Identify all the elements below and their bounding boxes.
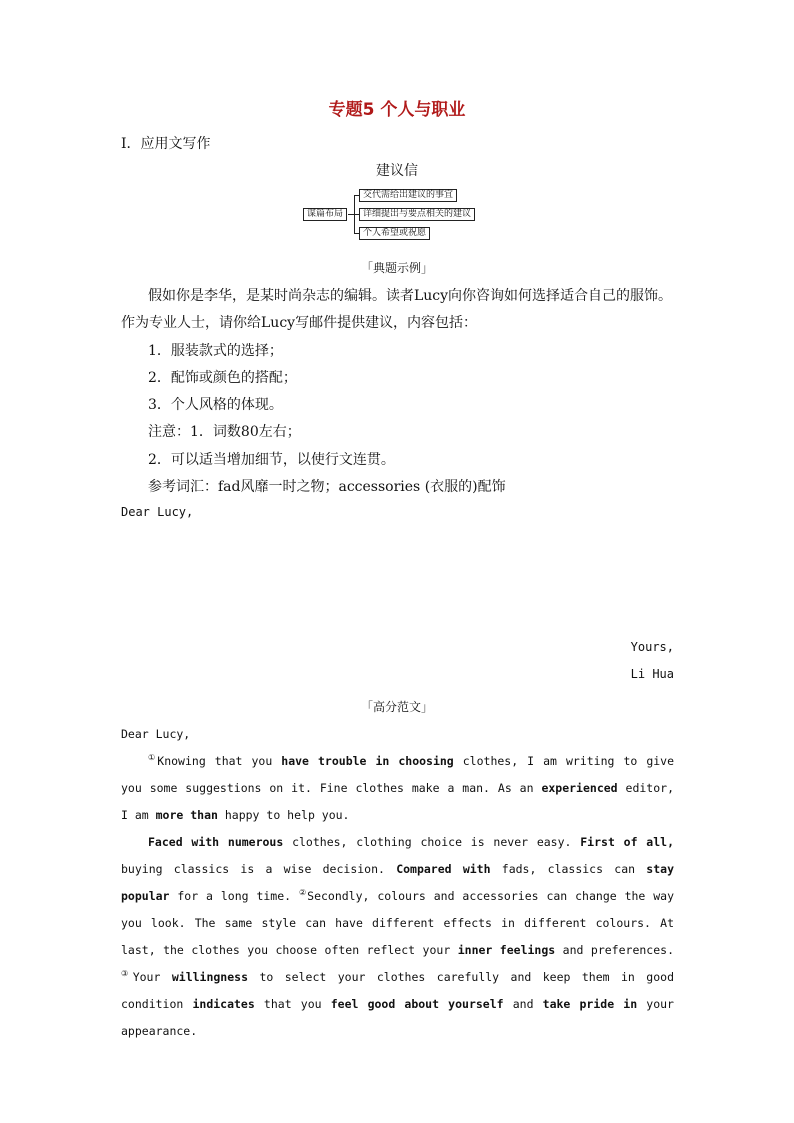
prompt-point: 2．配饰或颜色的搭配； xyxy=(148,370,297,386)
essay-greeting: Dear Lucy, xyxy=(121,727,191,741)
essay-emphasis: stay popular xyxy=(121,862,674,903)
prompt-line: 作为专业人士，请你给Lucy写邮件提供建议，内容包括： xyxy=(121,315,478,331)
prompt-note: 2．可以适当增加细节，以使行文连贯。 xyxy=(148,452,395,468)
letter-signature: Li Hua xyxy=(630,667,674,681)
essay-emphasis: have trouble in choosing xyxy=(281,754,454,768)
essay-emphasis: Compared with xyxy=(396,862,491,876)
essay-emphasis: indicates xyxy=(192,997,255,1011)
mindmap-branch: 详细提出与要点相关的建议 xyxy=(359,208,475,221)
essay-text: happy to help you. xyxy=(217,808,350,822)
essay-emphasis: take pride in xyxy=(542,997,638,1011)
essay-text: fads, classics can xyxy=(490,862,647,876)
essay-text: and preferences. xyxy=(555,943,674,957)
essay-paragraph xyxy=(121,829,674,1045)
essay-paragraph xyxy=(121,748,674,829)
essay-emphasis: feel good about yourself xyxy=(330,997,504,1011)
essay-marker: ② xyxy=(298,888,308,898)
essay-emphasis: inner feelings xyxy=(457,943,556,957)
essay-emphasis: willingness xyxy=(171,970,249,984)
model-label: 「高分范文」 xyxy=(360,700,433,714)
prompt-point: 1．服装款式的选择； xyxy=(148,343,283,359)
essay-text: Knowing that you xyxy=(157,754,282,768)
prompt-vocab: 参考词汇：fad风靡一时之物；accessories (衣服的)配饰 xyxy=(148,479,506,495)
model-essay xyxy=(121,721,674,1045)
essay-text: for a long time. xyxy=(169,889,299,903)
essay-emphasis: more than xyxy=(155,808,218,822)
prompt-point: 3．个人风格的体现。 xyxy=(148,397,283,413)
essay-text: your appearance. xyxy=(121,997,674,1038)
example-label: 「典题示例」 xyxy=(360,261,433,275)
page-title: 专题5 个人与职业 xyxy=(328,100,466,120)
essay-marker: ③ xyxy=(121,969,133,979)
prompt-line: 假如你是李华，是某时尚杂志的编辑。读者Lucy向你咨询如何选择适合自己的服饰。 xyxy=(148,288,673,304)
mindmap-root: 谋篇布局 xyxy=(303,208,347,221)
essay-emphasis: Faced with numerous xyxy=(148,835,284,849)
essay-emphasis: experienced xyxy=(541,781,618,795)
essay-marker: ① xyxy=(148,753,158,763)
essay-text: buying classics is a wise decision. xyxy=(121,862,397,876)
essay-text: that you xyxy=(254,997,331,1011)
prompt-note: 注意：1．词数80左右； xyxy=(148,424,301,440)
essay-text: and xyxy=(503,997,543,1011)
essay-text: to select your clothes carefully and keep them in good condition xyxy=(121,970,674,1011)
subtitle: 建议信 xyxy=(376,163,418,179)
mindmap-branch: 个人希望或祝愿 xyxy=(359,227,430,240)
letter-greeting: Dear Lucy, xyxy=(121,505,194,519)
section-heading: Ⅰ．应用文写作 xyxy=(121,136,211,152)
letter-closing: Yours, xyxy=(630,640,674,654)
essay-emphasis: First of all, xyxy=(580,835,674,849)
essay-text: clothes, clothing choice is never easy. xyxy=(283,835,581,849)
essay-text: editor, I am xyxy=(121,781,674,822)
essay-text: clothes, I am writing to give you some suggestions on it. Fine clothes make a man. As an xyxy=(121,754,675,795)
essay-text: Your xyxy=(132,970,172,984)
mindmap-branch: 交代需给出建议的事宜 xyxy=(359,189,457,202)
essay-text: Secondly, colours and accessories can change the way you look. The same style can have different effects in different colours. At last, the clothes you choose often reflect your xyxy=(121,889,675,957)
